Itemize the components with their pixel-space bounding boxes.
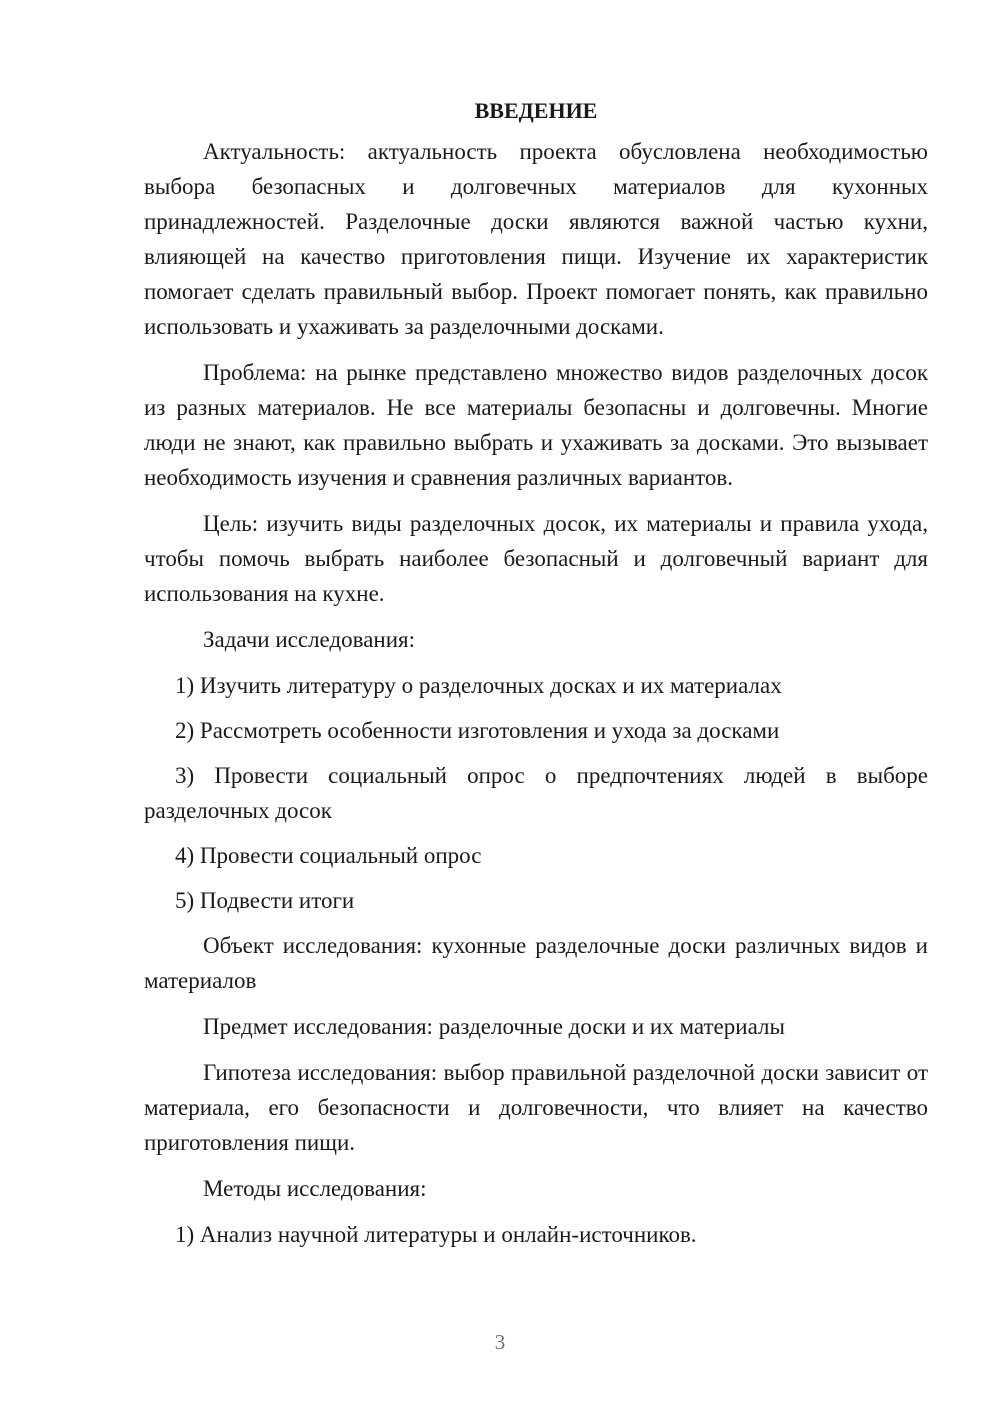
problem-paragraph: Проблема: на рынке представлено множество видов разделочных досок из разных материалов. Не все материалы безопасны и долговечны. Многие люди не знают, как правильно выбрать и ухаживать за досками. Это вызывает необходимость изучения и сравнения различных вариантов.	[144, 360, 928, 490]
page-number: 3	[494, 1330, 506, 1354]
task-item-4: 4) Провести социальный опрос	[175, 843, 482, 868]
tasks-title: Задачи исследования:	[203, 627, 416, 652]
page-title: ВВЕДЕНИЕ	[474, 98, 598, 123]
hypothesis-paragraph: Гипотеза исследования: выбор правильной разделочной доски зависит от материала, его безопасности и долговечности, что влияет на качество приготовления пищи.	[144, 1060, 928, 1155]
relevance-paragraph: Актуальность: актуальность проекта обусловлена необходимостью выбора безопасных и долговечных материалов для кухонных принадлежностей. Разделочные доски являются важной частью кухни, влияющей на качество приготовления пищи. Изучение их характеристик помогает сделать правильный выбор. Проект помогает понять, как правильно использовать и ухаживать за разделочными досками.	[144, 139, 928, 339]
task-item-1: 1) Изучить литературу о разделочных досках и их материалах	[175, 673, 782, 698]
methods-title: Методы исследования:	[203, 1176, 427, 1201]
object-paragraph: Объект исследования: кухонные разделочные доски различных видов и материалов	[144, 933, 928, 993]
task-item-2: 2) Рассмотреть особенности изготовления и ухода за досками	[175, 718, 780, 743]
task-item-3: 3) Провести социальный опрос о предпочтениях людей в выборе разделочных досок	[144, 763, 928, 823]
method-item-1: 1) Анализ научной литературы и онлайн-источников.	[175, 1222, 697, 1247]
goal-paragraph: Цель: изучить виды разделочных досок, их материалы и правила ухода, чтобы помочь выбрать наиболее безопасный и долговечный вариант для использования на кухне.	[144, 511, 928, 606]
page-content	[144, 93, 928, 1262]
task-item-5: 5) Подвести итоги	[175, 888, 355, 913]
subject-paragraph: Предмет исследования: разделочные доски и их материалы	[203, 1014, 785, 1039]
